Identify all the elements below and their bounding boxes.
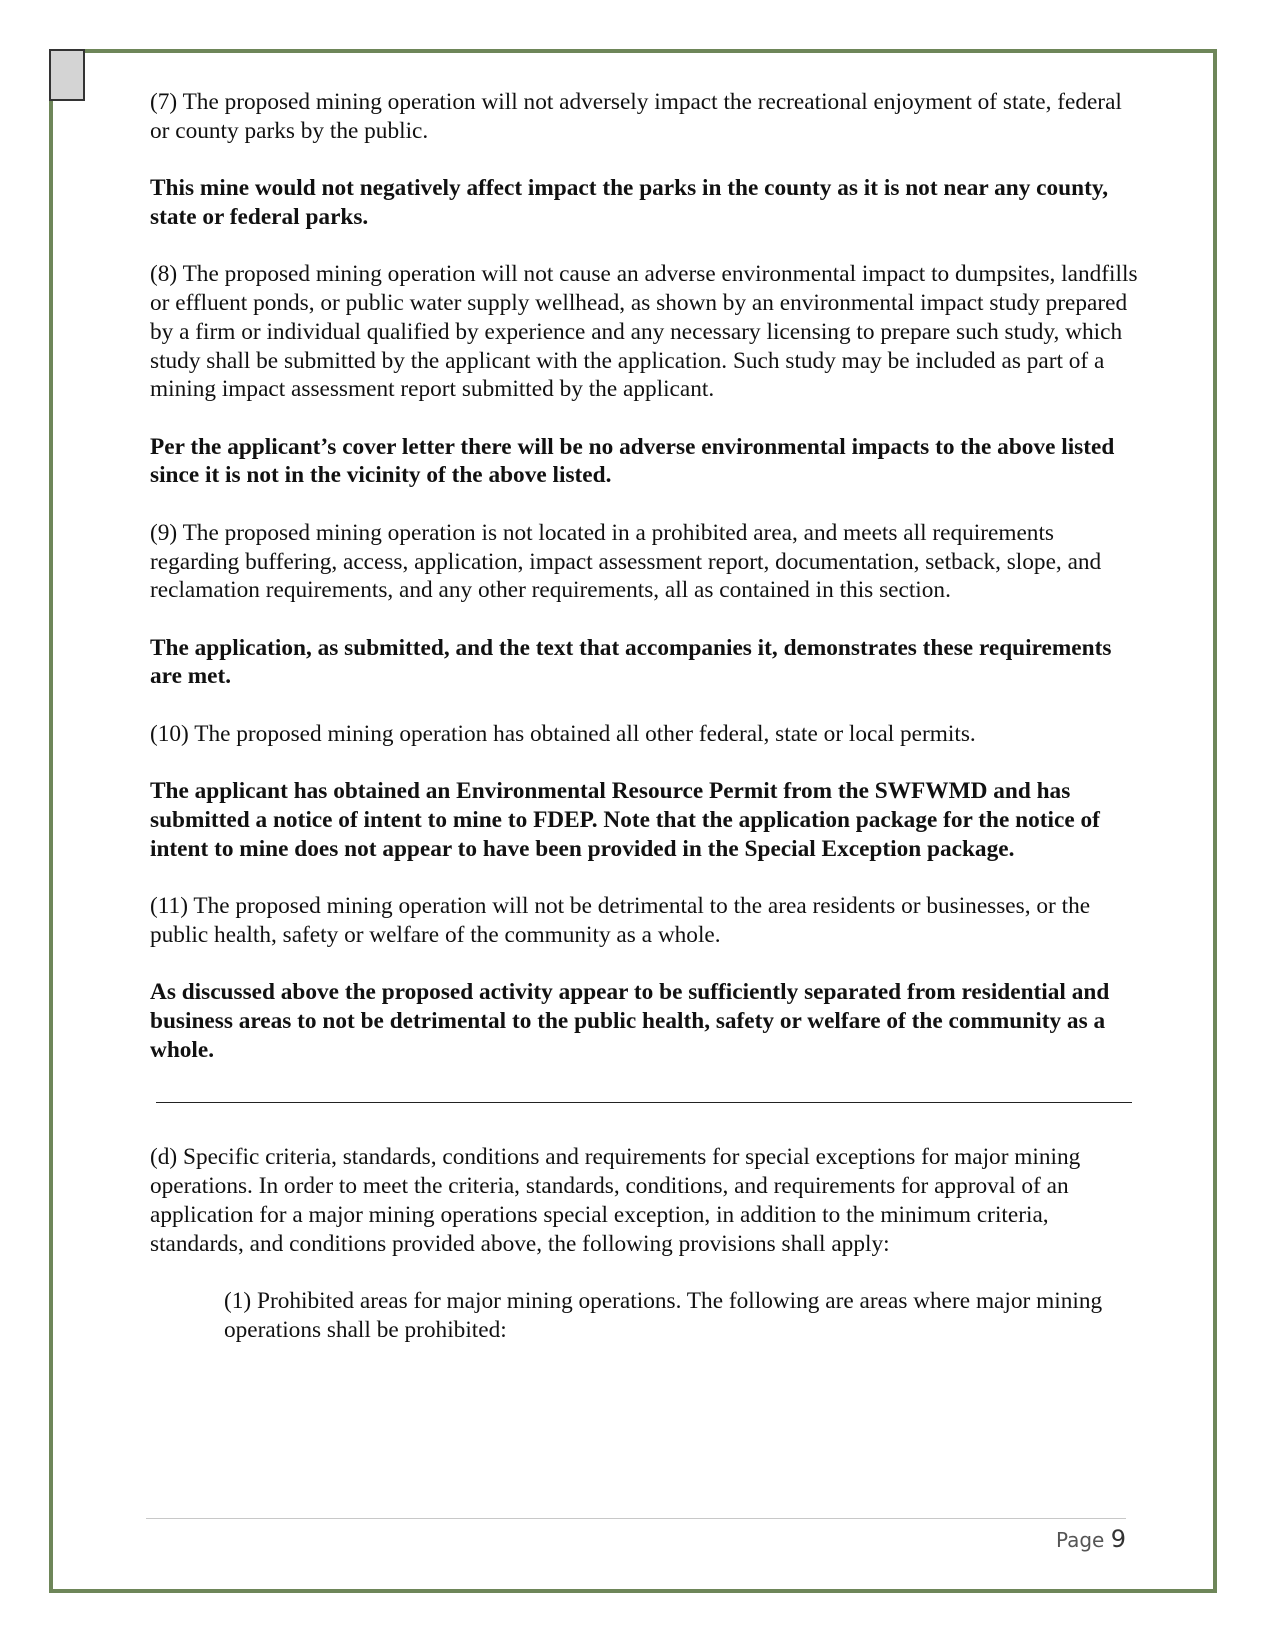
criterion-8: (8) The proposed mining operation will not cause an adverse environmental impact to dumpsites, landfills or effluent ponds, or public water supply wellhead, as shown by an environmental impact study prepared by a firm or individual qualified by experience and any necessary licensing to prepare such study, which study shall be submitted by the applicant with the application. Such study may be included as part of a mining impact assessment report submitted by the applicant. (150, 261, 1138, 403)
section-divider (156, 1102, 1132, 1103)
criterion-11: (11) The proposed mining operation will not be detrimental to the area residents or businesses, or the public health, safety or welfare of the community as a whole. (150, 892, 1091, 948)
response-9: The application, as submitted, and the text that accompanies it, demonstrates these requirements are met. (150, 634, 1112, 690)
page-number (146, 1525, 1126, 1553)
page-number-value: 9 (1110, 1525, 1126, 1553)
response-7: This mine would not negatively affect impact the parks in the county as it is not near any county, state or federal parks. (150, 175, 1109, 230)
response-11: As discussed above the proposed activity appear to be sufficiently separated from residential and business areas to not be detrimental to the public health, safety or welfare of the community as a whole. (150, 979, 1110, 1063)
criterion-7: (7) The proposed mining operation will not adversely impact the recreational enjoyment of state, federal or county parks by the public. (150, 89, 1122, 144)
section-d-item-1: (1) Prohibited areas for major mining operations. The following are areas where major mining operations shall be prohibited: (224, 1288, 1103, 1343)
response-8: Per the applicant’s cover letter there will be no adverse environmental impacts to the above listed since it is not in the vicinity of the above listed. (150, 433, 1115, 489)
page-label: Page (1055, 1528, 1105, 1552)
document-body (150, 88, 1140, 1373)
response-10: The applicant has obtained an Environmental Resource Permit from the SWFWMD and has submitted a notice of intent to mine to FDEP. Note that the application package for the notice of intent to mine does not appear to have been provided in the Special Exception package. (150, 778, 1100, 862)
corner-marker (49, 49, 85, 101)
criterion-10: (10) The proposed mining operation has obtained all other federal, state or local permits. (150, 720, 976, 747)
section-d-intro: (d) Specific criteria, standards, conditions and requirements for special exceptions for major mining operations. In order to meet the criteria, standards, conditions, and requirements for approval of an application for a major mining operations special exception, in addition to the minimum criteria, standards, and conditions provided above, the following provisions shall apply: (150, 1144, 1081, 1257)
footer-divider (146, 1518, 1126, 1519)
criterion-9: (9) The proposed mining operation is not located in a prohibited area, and meets all requirements regarding buffering, access, application, impact assessment report, documentation, setback, slope, and reclamation requirements, and any other requirements, all as contained in this section. (150, 519, 1102, 604)
